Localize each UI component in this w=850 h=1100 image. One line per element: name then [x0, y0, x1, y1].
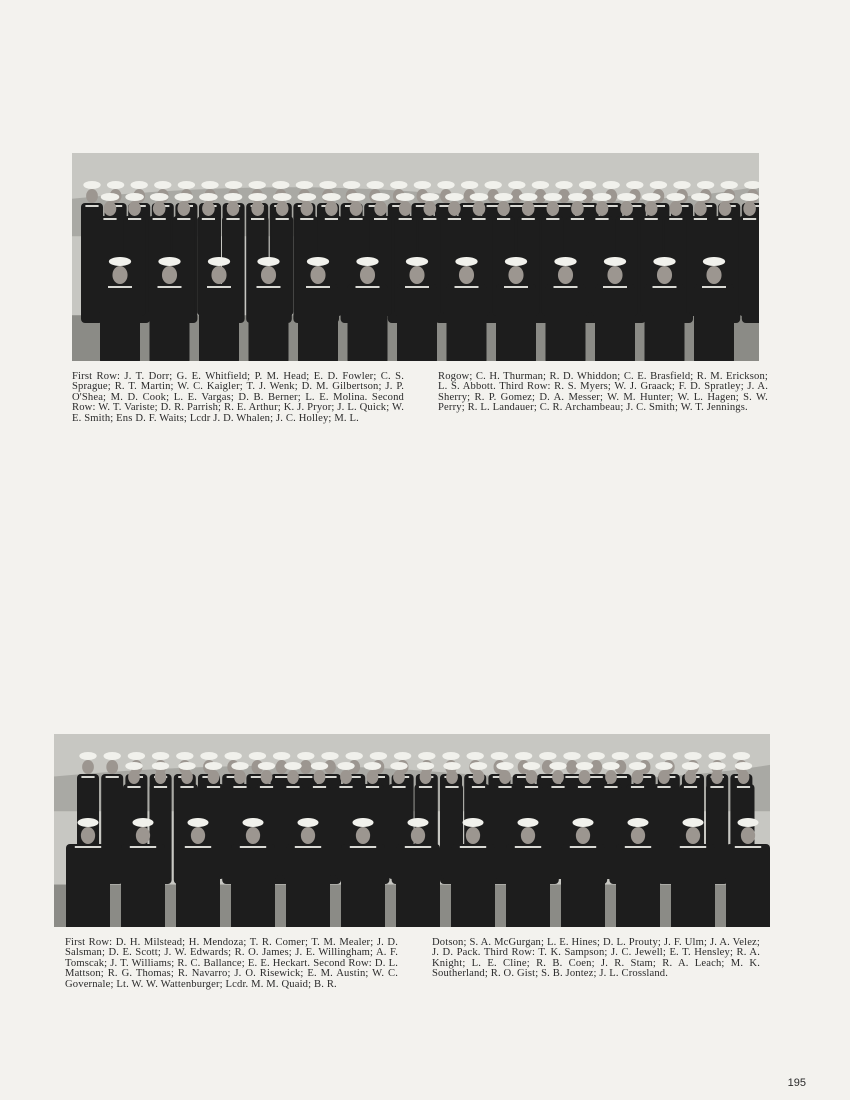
group-photo-bottom — [54, 734, 770, 927]
caption-bottom-right: Dotson; S. A. McGurgan; L. E. Hines; D. L. Prouty; J. F. Ulm; J. A. Velez; J. D. Pack. Third Row: T. K. Sampson; J. C. Jewell; E. T. Hensley; R. A. Knight; L. E. Cline; R. B. Coen; J. R. Stam; R. A. Leach; M. K. Southerland; R. O. Gist; S. B. Jontez; J. L. Crossland. — [432, 937, 760, 980]
group-photo-top — [72, 153, 759, 361]
page-number: 195 — [787, 1077, 806, 1089]
caption-bottom-left: First Row: D. H. Milstead; H. Mendoza; T. R. Comer; T. M. Mealer; J. D. Salsman; D. E. Scott; J. W. Edwards; R. O. James; J. E. Willingham; A. F. Tomscak; J. T. Williams; R. C. Ballance; E. E. Heckart. Second Row: D. L. Mattson; R. G. Thomas; R. Navarro; J. O. Risewick; E. M. Austin; W. C. Governale; Lt. W. W. Wattenburger; Lcdr. M. M. Quaid; B. R. — [65, 937, 398, 990]
caption-top-right: Rogow; C. H. Thurman; R. D. Whiddon; C. E. Brasfield; R. M. Erickson; L. S. Abbott. Third Row: R. S. Myers; W. J. Graack; F. D. Spratley; J. A. Sherry; R. P. Gomez; D. A. Messer; W. M. Hunter; W. L. Hagen; S. W. Perry; R. L. Landauer; C. R. Archambeau; J. C. Smith; W. T. Jennings. — [438, 371, 768, 414]
group-photo-bottom-image — [54, 734, 770, 927]
caption-top-left: First Row: J. T. Dorr; G. E. Whitfield; P. M. Head; E. D. Fowler; C. S. Sprague; R. T. Martin; W. C. Kaigler; T. J. Wenk; D. M. Gilbertson; J. P. O'Shea; M. D. Cook; L. E. Vargas; D. B. Berner; L. E. Molina. Second Row: W. T. Variste; D. R. Parrish; R. E. Arthur; K. J. Pryor; J. L. Quick; W. E. Smith; Ens D. F. Waits; Lcdr J. D. Whalen; J. C. Holley; M. L. — [72, 371, 404, 424]
group-photo-top-image — [72, 153, 759, 361]
